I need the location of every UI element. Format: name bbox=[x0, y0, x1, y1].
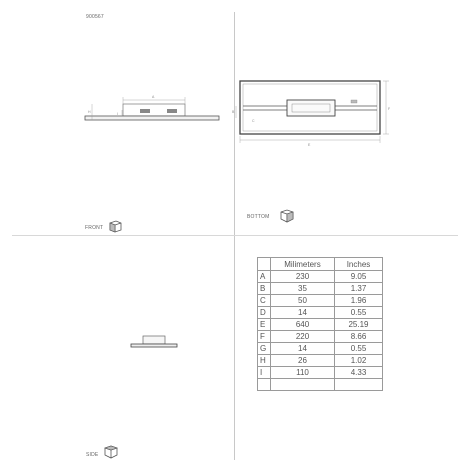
row-mm: 640 bbox=[271, 319, 335, 331]
bottom-dim-letter-f: F bbox=[388, 107, 391, 111]
row-mm: 110 bbox=[271, 367, 335, 379]
dimensions-table bbox=[257, 257, 383, 391]
side-view-label: SIDE bbox=[86, 452, 99, 458]
table-row bbox=[258, 355, 383, 367]
row-in: 1.02 bbox=[335, 355, 383, 367]
row-mm: 50 bbox=[271, 295, 335, 307]
header-inches: Inches bbox=[335, 258, 383, 271]
row-letter: A bbox=[258, 271, 271, 283]
table-row bbox=[258, 307, 383, 319]
row-in: 1.96 bbox=[335, 295, 383, 307]
row-in: 0.55 bbox=[335, 343, 383, 355]
table-row bbox=[258, 319, 383, 331]
row-in bbox=[335, 379, 383, 391]
row-in: 1.37 bbox=[335, 283, 383, 295]
row-in: 9.05 bbox=[335, 271, 383, 283]
row-letter bbox=[258, 379, 271, 391]
row-letter: H bbox=[258, 355, 271, 367]
row-letter: I bbox=[258, 367, 271, 379]
row-letter: F bbox=[258, 331, 271, 343]
front-view-label: FRONT bbox=[85, 225, 104, 231]
cube-icon bbox=[279, 208, 295, 224]
table-row bbox=[258, 283, 383, 295]
row-letter: E bbox=[258, 319, 271, 331]
front-dim-letter-h: H bbox=[88, 110, 91, 114]
row-letter: D bbox=[258, 307, 271, 319]
product-code: 900567 bbox=[86, 14, 104, 20]
table-header-row bbox=[258, 258, 383, 271]
row-mm: 14 bbox=[271, 307, 335, 319]
table-row bbox=[258, 295, 383, 307]
header-letter bbox=[258, 258, 271, 271]
cube-icon bbox=[108, 219, 122, 233]
row-in: 8.66 bbox=[335, 331, 383, 343]
front-dim-letter-a: A bbox=[152, 95, 155, 99]
bottom-dim-letter-c: C bbox=[252, 119, 255, 123]
front-dim-letter-i: I bbox=[117, 112, 118, 116]
header-millimeters: Milimeters bbox=[271, 258, 335, 271]
row-mm: 14 bbox=[271, 343, 335, 355]
table-row bbox=[258, 379, 383, 391]
bottom-dim-letter-b: B bbox=[232, 110, 235, 114]
row-mm bbox=[271, 379, 335, 391]
row-in: 0.55 bbox=[335, 307, 383, 319]
row-letter: B bbox=[258, 283, 271, 295]
row-mm: 230 bbox=[271, 271, 335, 283]
row-in: 4.33 bbox=[335, 367, 383, 379]
cube-icon bbox=[103, 444, 119, 460]
row-letter: G bbox=[258, 343, 271, 355]
row-mm: 26 bbox=[271, 355, 335, 367]
table-row bbox=[258, 331, 383, 343]
bottom-dim-letter-e: E bbox=[308, 143, 311, 147]
row-mm: 220 bbox=[271, 331, 335, 343]
row-in: 25.19 bbox=[335, 319, 383, 331]
row-mm: 35 bbox=[271, 283, 335, 295]
row-letter: C bbox=[258, 295, 271, 307]
table-row bbox=[258, 367, 383, 379]
table-row bbox=[258, 271, 383, 283]
bottom-view-label: BOTTOM bbox=[247, 214, 270, 220]
table-row bbox=[258, 343, 383, 355]
